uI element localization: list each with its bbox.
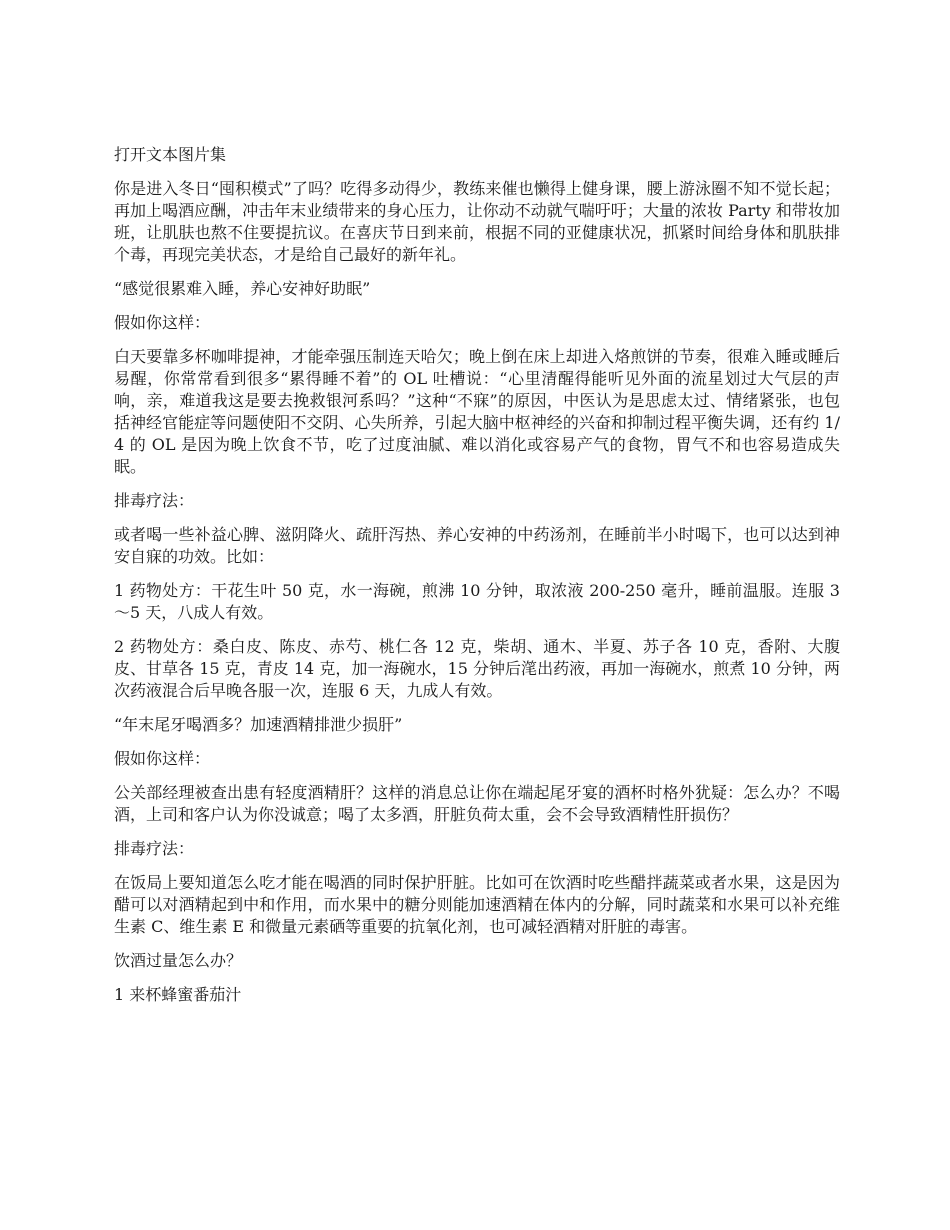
subheading-if-you: 假如你这样： [114, 313, 211, 332]
document-body [114, 144, 840, 1018]
prescription-2: 2 药物处方：桑白皮、陈皮、赤芍、桃仁各 12 克，柴胡、通木、半夏、苏子各 10 克，香附、大腹皮、甘草各 15 克，青皮 14 克，加一海碗水，15 分钟后滗出药液，再加一海碗水，煎煮 10 分钟，两次药液混合后早晚各服一次，连服 6 天，九成人有效。 [114, 637, 840, 700]
paragraph-insomnia: 白天要靠多杯咖啡提神，才能牵强压制连天哈欠；晚上倒在床上却进入烙煎饼的节奏，很难入睡或睡后易醒，你常常看到很多“累得睡不着”的 OL 吐槽说：“心里清醒得能听见外面的流星划过大气层的声响，亲，难道我这是要去挽救银河系吗？”这种“不寐”的原因，中医认为是思虑太过、情绪紧张，也包括神经官能症等问题使阳不交阴、心失所养，引起大脑中枢神经的兴奋和抑制过程平衡失调，还有约 1/4 的 OL 是因为晚上饮食不节，吃了过度油腻、难以消化或容易产气的食物，胃气不和也容易造成失眠。 [114, 347, 840, 476]
paragraph-liver-protection: 在饭局上要知道怎么吃才能在喝酒的同时保护肝脏。比如可在饮酒时吃些醋拌蔬菜或者水果，这是因为醋可以对酒精起到中和作用，而水果中的糖分则能加速酒精在体内的分解，同时蔬菜和水果可以补充维生素 C、维生素 E 和微量元素硒等重要的抗氧化剂，也可减轻酒精对肝脏的毒害。 [114, 873, 840, 936]
section-heading-alcohol: “年末尾牙喝酒多？加速酒精排泄少损肝” [114, 715, 403, 734]
paragraph-fatty-liver: 公关部经理被查出患有轻度酒精肝？这样的消息总让你在端起尾牙宴的酒杯时格外犹疑：怎么办？不喝酒，上司和客户认为你没诚意；喝了太多酒，肝脏负荷太重，会不会导致酒精性肝损伤？ [114, 783, 840, 824]
intro-paragraph: 你是进入冬日“囤积模式”了吗？吃得多动得少，教练来催也懒得上健身课，腰上游泳圈不知不觉长起；再加上喝酒应酬，冲击年末业绩带来的身心压力，让你动不动就气喘吁吁；大量的浓妆 Party 和带妆加班，让肌肤也熬不住要提抗议。在喜庆节日到来前，根据不同的亚健康状况，抓紧时间给身体和肌肤排个毒，再现完美状态，才是给自己最好的新年礼。 [114, 179, 840, 264]
subheading-if-you-2: 假如你这样： [114, 749, 211, 768]
heading-image-collection: 打开文本图片集 [114, 145, 227, 164]
subheading-detox-therapy: 排毒疗法： [114, 491, 195, 510]
prescription-1: 1 药物处方：干花生叶 50 克，水一海碗，煎沸 10 分钟，取浓液 200-250 毫升，睡前温服。连服 3～5 天，八成人有效。 [114, 581, 840, 622]
list-item-honey-tomato: 1 来杯蜂蜜番茄汁 [114, 985, 242, 1004]
paragraph-herbal-soup: 或者喝一些补益心脾、滋阴降火、疏肝泻热、养心安神的中药汤剂，在睡前半小时喝下，也可以达到神安自寐的功效。比如： [114, 525, 840, 566]
section-heading-sleep: “感觉很累难入睡，养心安神好助眠” [114, 279, 371, 298]
subheading-detox-therapy-2: 排毒疗法： [114, 839, 195, 858]
subheading-overdrinking: 饮酒过量怎么办？ [114, 951, 243, 970]
